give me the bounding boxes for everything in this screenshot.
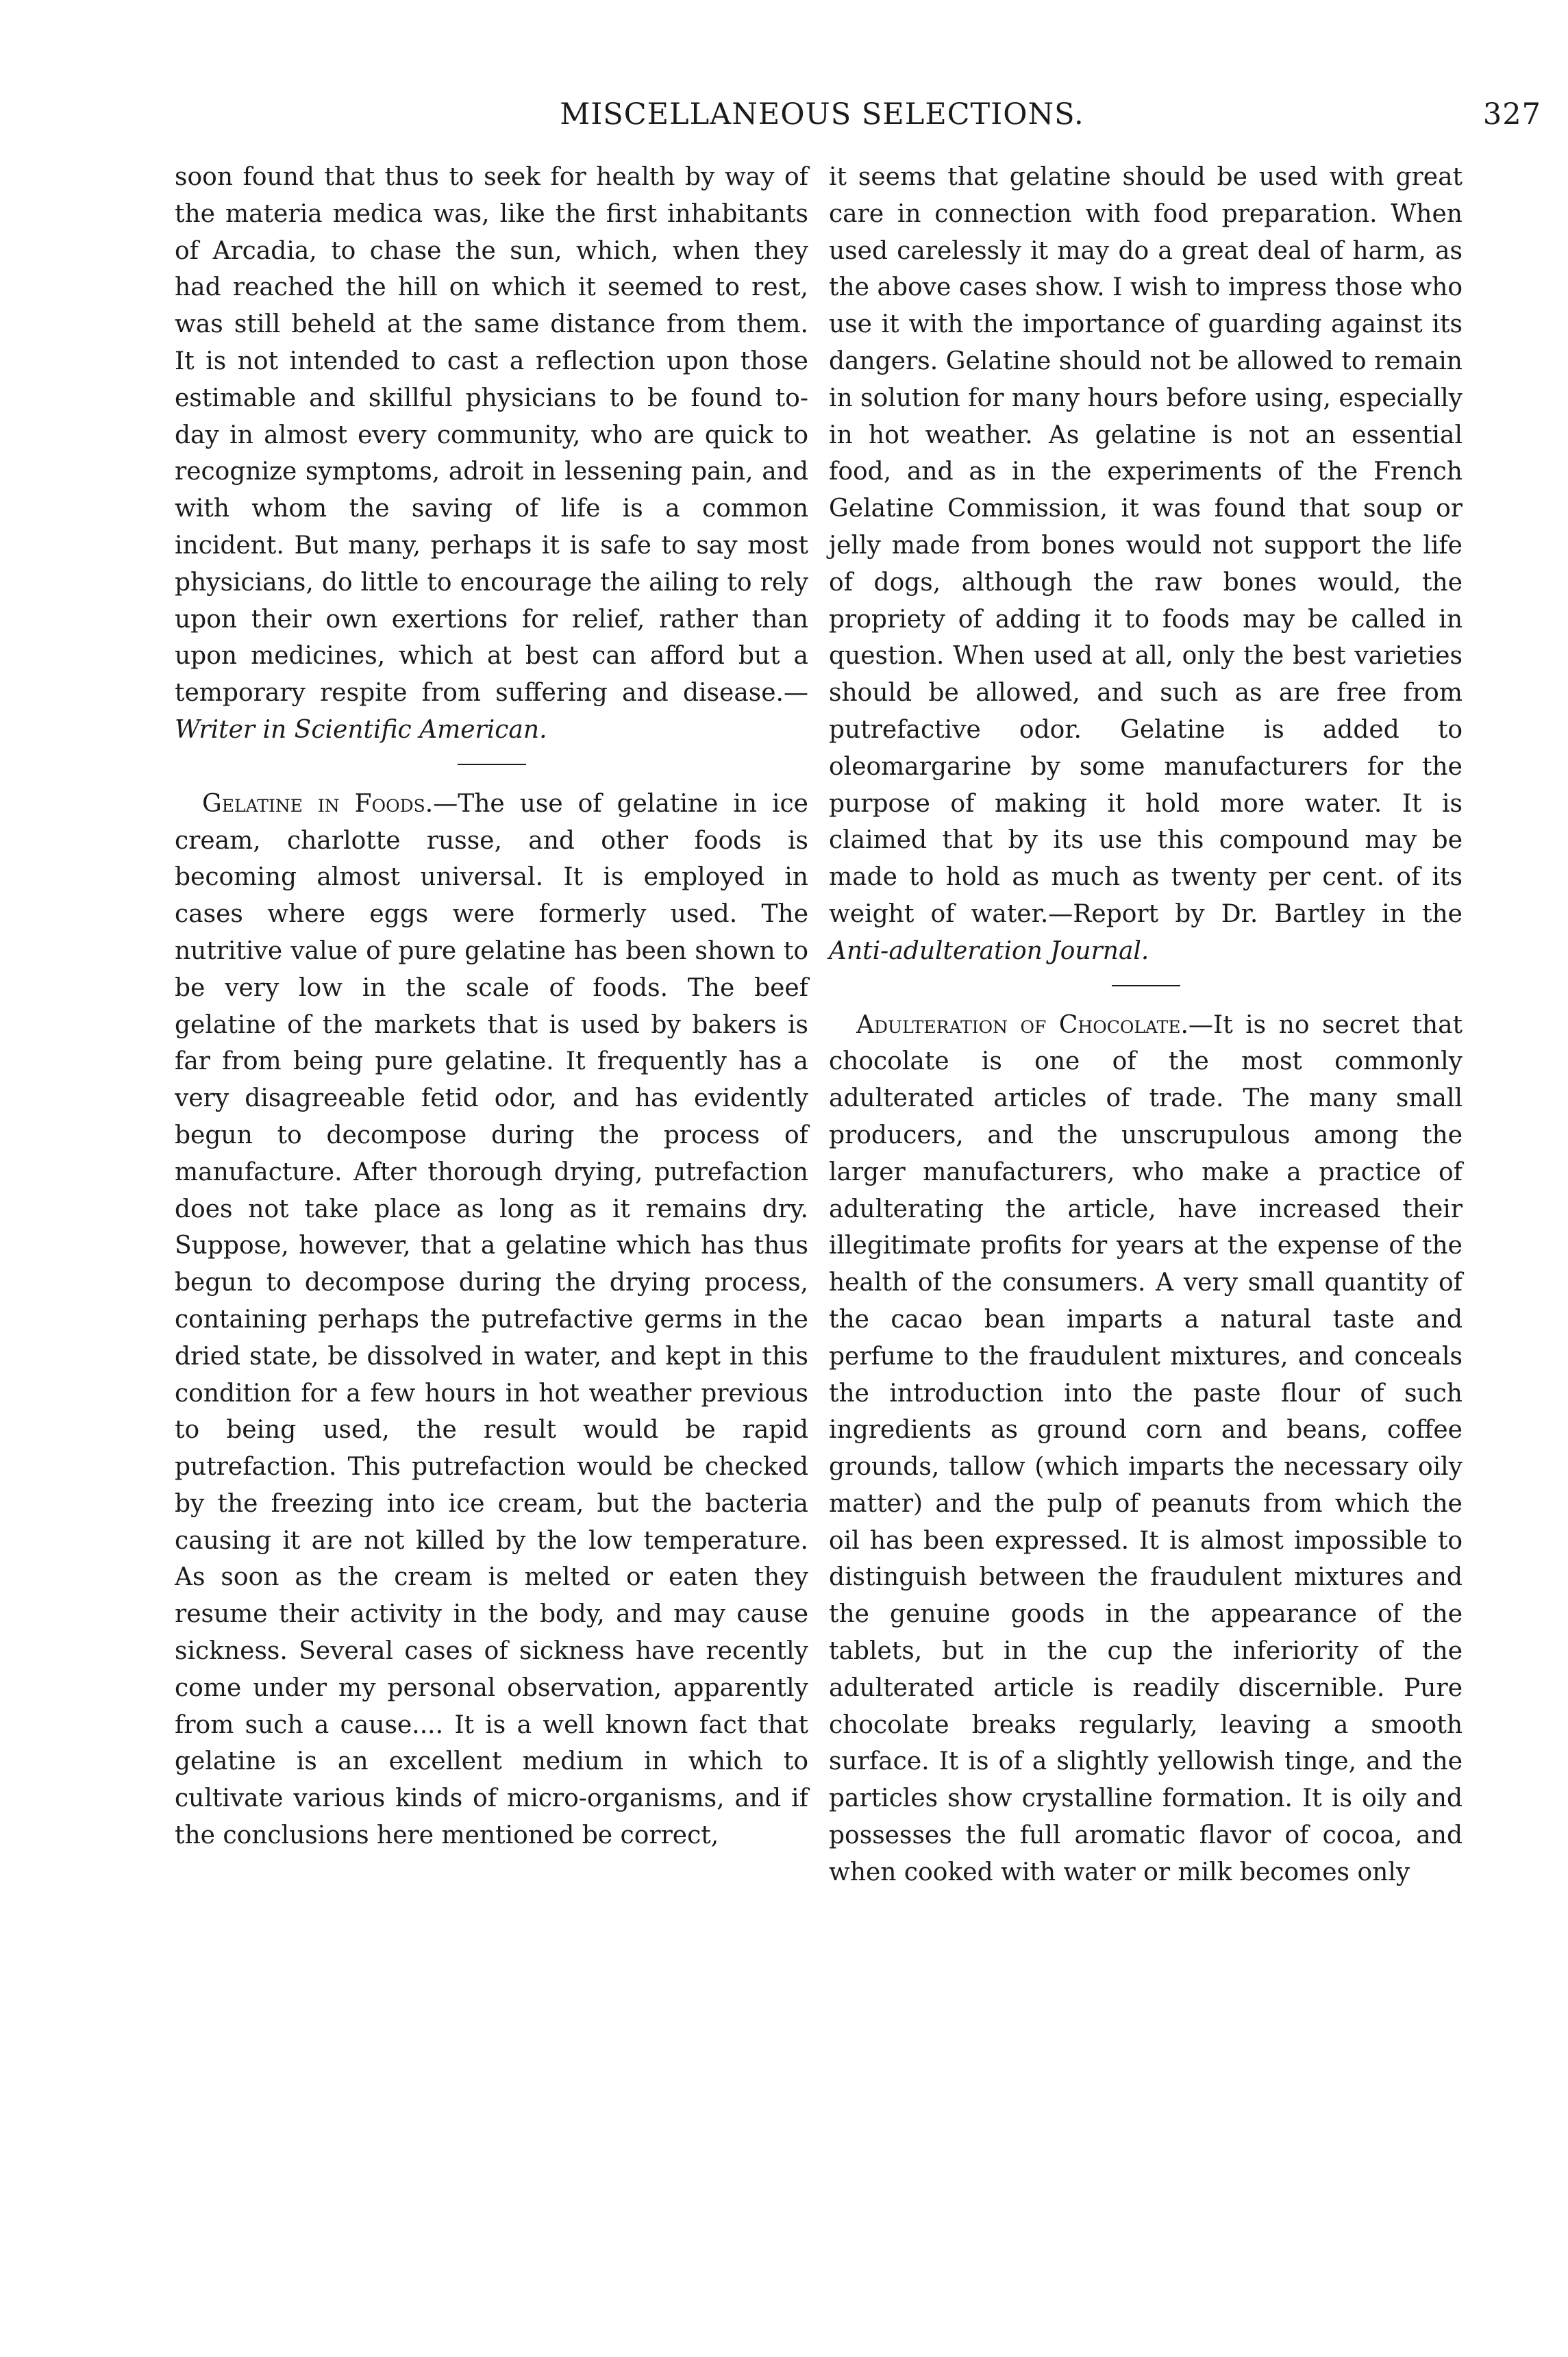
gelatine-article-continued [829, 159, 1463, 970]
section-divider [458, 764, 526, 765]
gelatine-text: —The use of gelatine in ice cream, charlotte russe, and other foods is becoming almost universal. It is employed in cases where eggs were formerly used. The nutritive value of pure gelatine has been shown to be very low in the scale of foods. The beef gelatine of the markets that is used by bakers is far from being pure gelatine. It frequently has a very disagreeable fetid odor, and has evidently begun to decompose during the process of manufacture. After thorough drying, putrefaction does not take place as long as it remains dry. Suppose, however, that a gelatine which has thus begun to decompose during the drying process, containing perhaps the putrefactive germs in the dried state, be dissolved in water, and kept in this condition for a few hours in hot weather previous to being used, the result would be rapid putrefaction. This putrefaction would be checked by the freezing into ice cream, but the bacteria causing it are not killed by the low temperature. As soon as the cream is melted or eaten they resume their activity in the body, and may cause sickness. Several cases of sickness have recently come under my personal observation, apparently from such a cause.... It is a well known fact that gelatine is an excellent medium in which to cultivate various kinds of micro-organisms, and if the conclusions here mentioned be correct, [175, 789, 808, 1850]
gelatine-source: Anti-adulteration Journal. [829, 936, 1149, 965]
continued-paragraph [175, 159, 808, 749]
running-head [171, 90, 1568, 138]
continued-attribution: Writer in Scientific American. [175, 715, 547, 744]
chocolate-article [829, 1007, 1463, 1891]
section-divider [1112, 985, 1180, 986]
chocolate-heading: Adulteration of Chocolate. [856, 1010, 1189, 1039]
chocolate-text: —It is no secret that chocolate is one of the most commonly adulterated articles of trade. The many small producers, and the unscrupulous among the larger manufacturers, who make a practice of adulterating the article, have increased their illegitimate profits for years at the expense of the health of the consumers. A very small quantity of the cacao bean imparts a natural taste and perfume to the fraudulent mixtures, and conceals the introduction into the paste flour of such ingredients as ground corn and beans, coffee grounds, tallow (which imparts the necessary oily matter) and the pulp of peanuts from which the oil has been expressed. It is almost impossible to distinguish between the fraudulent mixtures and the genuine goods in the appearance of the tablets, but in the cup the inferiority of the adulterated article is readily discernible. Pure chocolate breaks regularly, leaving a smooth surface. It is of a slightly yellowish tinge, and the particles show crystalline formation. It is oily and possesses the full aromatic flavor of cocoa, and when cooked with water or milk becomes only [829, 1010, 1463, 1886]
gelatine-article [175, 786, 808, 1854]
running-title: MISCELLANEOUS SELECTIONS. [560, 97, 1084, 132]
page-number: 327 [1482, 97, 1541, 132]
continued-text: soon found that thus to seek for health by way of the materia medica was, like the first inhabitants of Arcadia, to chase the sun, which, when they had reached the hill on which it seemed to rest, was still beheld at the same distance from them. It is not intended to cast a reflection upon those estimable and skillful physicians to be found to-day in almost every community, who are quick to recognize symptoms, adroit in lessening pain, and with whom the saving of life is a common incident. But many, perhaps it is safe to say most physicians, do little to encourage the ailing to rely upon their own exertions for relief, rather than upon medicines, which at best can afford but a temporary respite from suffering and disease.— [175, 163, 808, 708]
left-column [175, 159, 808, 1854]
gelatine-heading: Gelatine in Foods. [202, 789, 434, 818]
right-column [829, 159, 1463, 1891]
gelatine-continued-text: it seems that gelatine should be used with great care in connection with food preparation. When used carelessly it may do a great deal of harm, as the above cases show. I wish to impress those who use it with the importance of guarding against its dangers. Gelatine should not be allowed to remain in solution for many hours before using, especially in hot weather. As gelatine is not an essential food, and as in the experiments of the French Gelatine Commission, it was found that soup or jelly made from bones would not support the life of dogs, although the raw bones would, the propriety of adding it to foods may be called in question. When used at all, only the best varieties should be allowed, and such as are free from putrefactive odor. Gelatine is added to oleomargarine by some manufacturers for the purpose of making it hold more water. It is claimed that by its use this compound may be made to hold as much as twenty per cent. of its weight of water.—Report by Dr. Bartley in the [829, 163, 1463, 928]
